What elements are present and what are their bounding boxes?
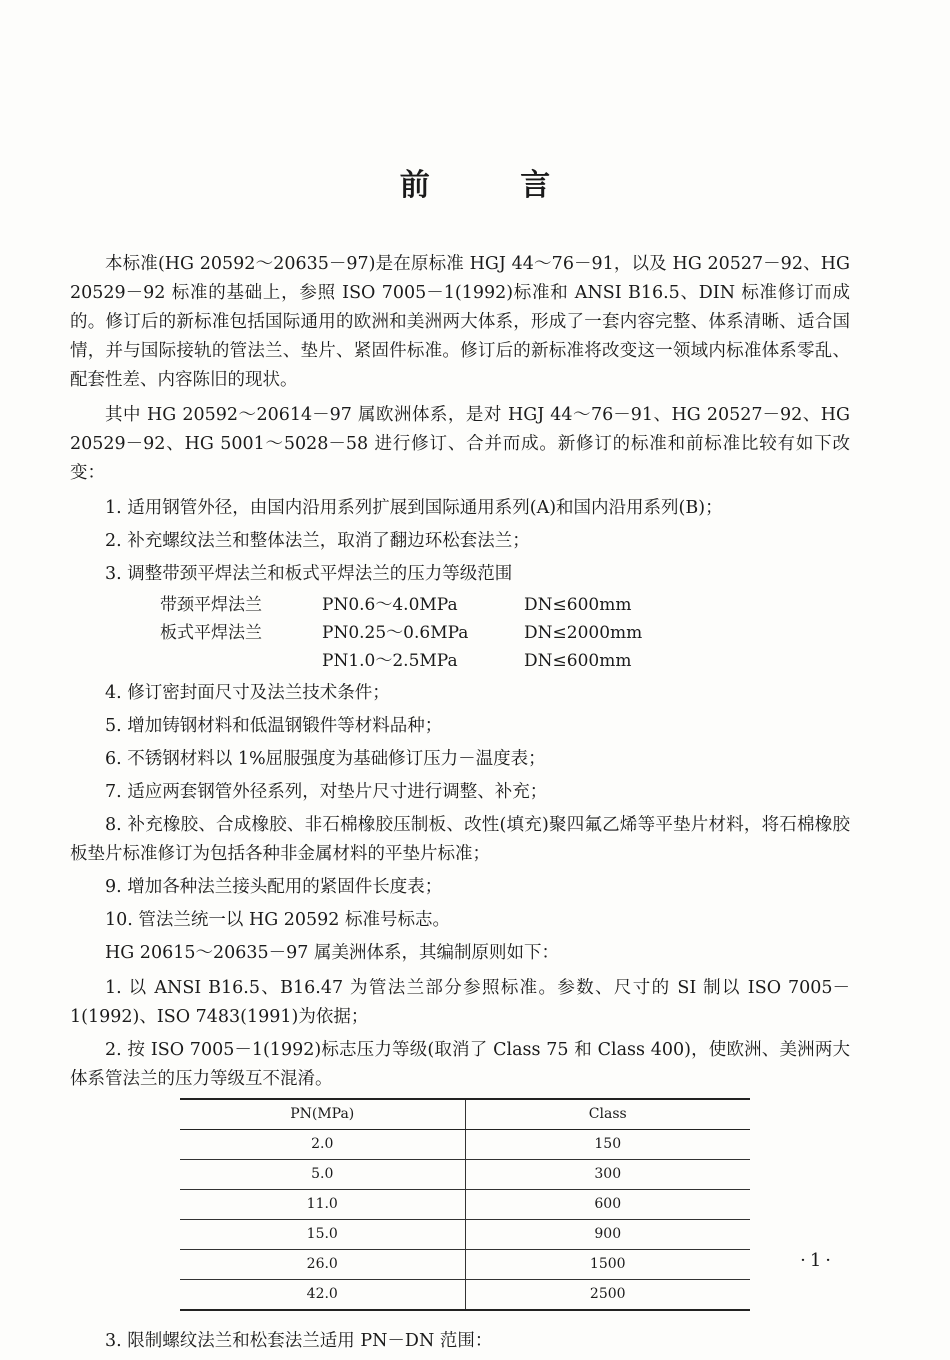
page-title: 前 言 xyxy=(399,168,591,203)
pn-cell: 5.0 xyxy=(180,1160,465,1190)
table-row xyxy=(180,1190,750,1220)
column-header-class: Class xyxy=(465,1099,750,1130)
list-item: 3. 限制螺纹法兰和松套法兰适用 PN－DN 范围： xyxy=(105,1331,493,1351)
class-cell: 150 xyxy=(465,1130,750,1160)
dn-range: DN≤600mm xyxy=(524,595,632,615)
list-item: 6. 不锈钢材料以 1%屈服强度为基础修订压力－温度表； xyxy=(105,749,546,769)
table-row xyxy=(180,1220,750,1250)
table-row xyxy=(180,1250,750,1280)
pn-range: PN1.0～2.5MPa xyxy=(322,651,458,671)
pn-cell: 26.0 xyxy=(180,1250,465,1280)
pn-cell: 2.0 xyxy=(180,1130,465,1160)
intro-paragraph: 本标准(HG 20592～20635－97)是在原标准 HGJ 44～76－91，以及 HG 20527－92、HG 20529－92 标准的基础上，参照 ISO 7005－1(1992)标准和 ANSI B16.5、DIN 标准修订而成的。修订后的新标准包括国际通用的欧洲和美洲两大体系，形成了一套内容完整、体系清晰、适合国情，并与国际接轨的管法兰、垫片、紧固件标准。修订后的新标准将改变这一领域内标准体系零乱、配套性差、内容陈旧的现状。 xyxy=(70,254,850,390)
list-item: 5. 增加铸钢材料和低温钢锻件等材料品种； xyxy=(105,716,443,736)
us-intro-paragraph: HG 20615～20635－97 属美洲体系，其编制原则如下： xyxy=(105,943,559,963)
document-body xyxy=(70,250,850,1360)
class-cell: 2500 xyxy=(465,1280,750,1311)
range-row xyxy=(160,619,664,647)
dn-range: DN≤600mm xyxy=(524,651,632,671)
list-item: 1. 适用钢管外径，由国内沿用系列扩展到国际通用系列(A)和国内沿用系列(B)； xyxy=(105,498,723,518)
range-row xyxy=(160,591,664,619)
table-row xyxy=(180,1280,750,1311)
pn-class-table xyxy=(180,1098,750,1311)
pn-cell: 15.0 xyxy=(180,1220,465,1250)
pn-range: PN0.25～0.6MPa xyxy=(322,623,469,643)
dn-range: DN≤2000mm xyxy=(524,623,643,643)
page-number: ·1· xyxy=(800,1250,835,1271)
table-header-row xyxy=(180,1099,750,1130)
pn-cell: 11.0 xyxy=(180,1190,465,1220)
column-header-pn: PN(MPa) xyxy=(180,1099,465,1130)
class-cell: 300 xyxy=(465,1160,750,1190)
list-item: 3. 调整带颈平焊法兰和板式平焊法兰的压力等级范围 xyxy=(105,564,513,584)
flange-type: 带颈平焊法兰 xyxy=(160,595,262,615)
list-item: 9. 增加各种法兰接头配用的紧固件长度表； xyxy=(105,877,443,897)
range-row xyxy=(160,647,664,675)
pressure-range-table xyxy=(160,591,664,675)
pn-range: PN0.6～4.0MPa xyxy=(322,595,458,615)
list-item: 4. 修订密封面尺寸及法兰技术条件； xyxy=(105,683,390,703)
list-item: 2. 按 ISO 7005－1(1992)标志压力等级(取消了 Class 75 和 Class 400)，使欧洲、美洲两大体系管法兰的压力等级互不混淆。 xyxy=(70,1040,850,1089)
list-item: 10. 管法兰统一以 HG 20592 标准号标志。 xyxy=(105,910,450,930)
class-cell: 600 xyxy=(465,1190,750,1220)
list-item: 8. 补充橡胶、合成橡胶、非石棉橡胶压制板、改性(填充)聚四氟乙烯等平垫片材料，将石棉橡胶板垫片标准修订为包括各种非金属材料的平垫片标准； xyxy=(70,815,850,864)
flange-type: 板式平焊法兰 xyxy=(160,623,262,643)
table-row xyxy=(180,1160,750,1190)
list-item: 7. 适应两套钢管外径系列，对垫片尺寸进行调整、补充； xyxy=(105,782,548,802)
pn-cell: 42.0 xyxy=(180,1280,465,1311)
class-cell: 900 xyxy=(465,1220,750,1250)
class-cell: 1500 xyxy=(465,1250,750,1280)
flange-type xyxy=(160,647,322,675)
list-item: 1. 以 ANSI B16.5、B16.47 为管法兰部分参照标准。参数、尺寸的 SI 制以 ISO 7005－1(1992)、ISO 7483(1991)为依据； xyxy=(70,978,850,1027)
euro-intro-paragraph: 其中 HG 20592～20614－97 属欧洲体系，是对 HGJ 44～76－91、HG 20527－92、HG 20529－92、HG 5001～5028－58 进行修订、合并而成。新修订的标准和前标准比较有如下改变： xyxy=(70,405,850,483)
table-row xyxy=(180,1130,750,1160)
list-item: 2. 补充螺纹法兰和整体法兰，取消了翻边环松套法兰； xyxy=(105,531,530,551)
